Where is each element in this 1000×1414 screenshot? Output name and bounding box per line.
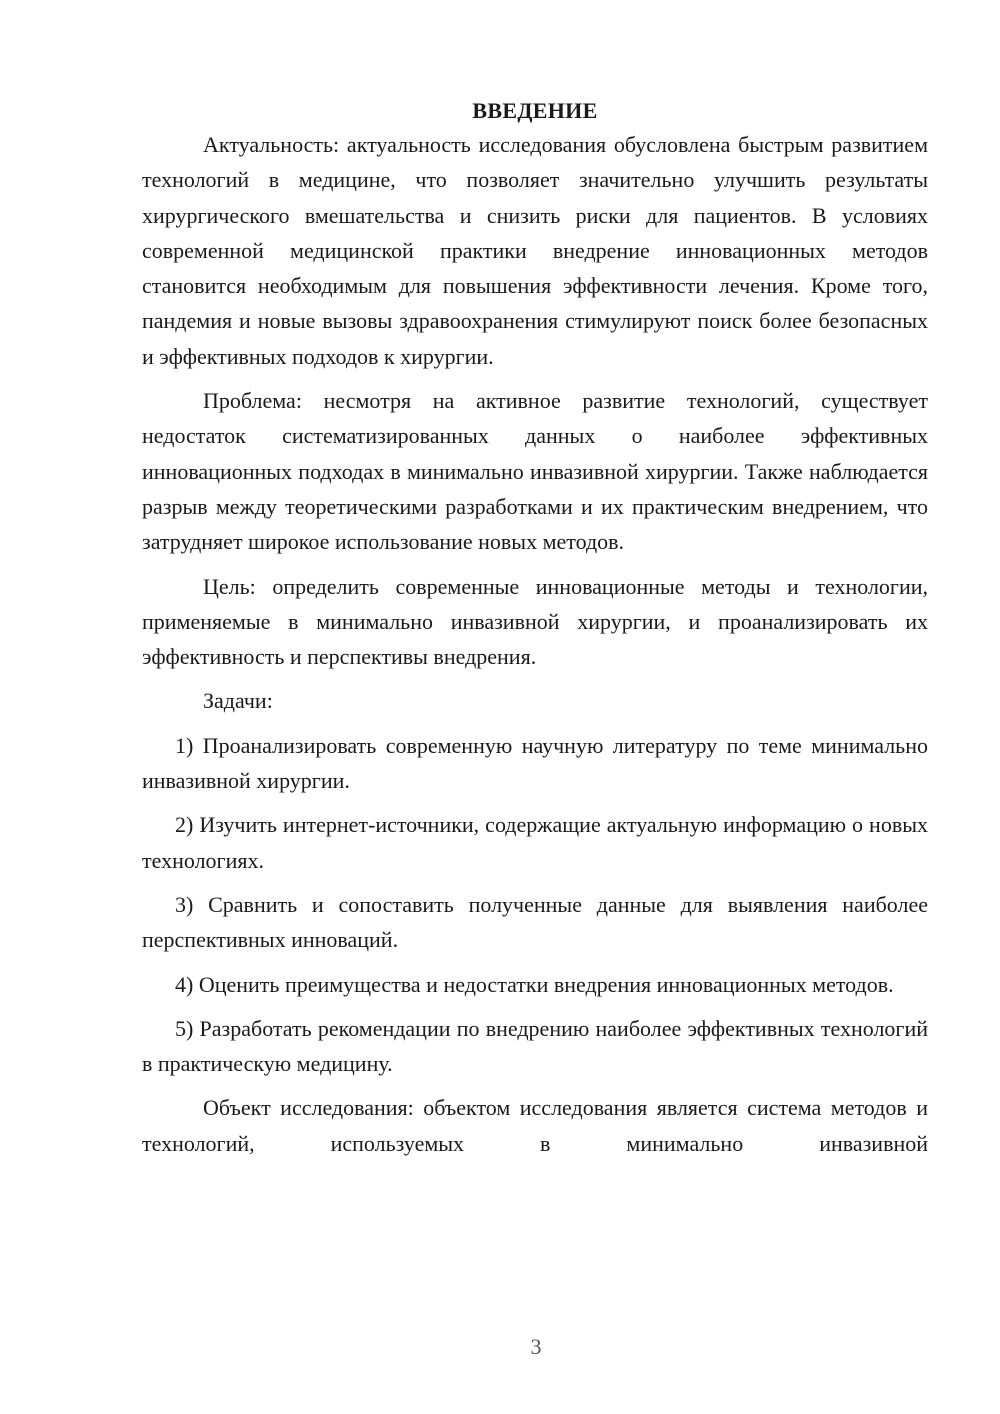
relevance-paragraph: Актуальность: актуальность исследования обусловлена быстрым развитием технологий в медицине, что позволяет значительно улучшить результаты хирургического вмешательства и снизить риски для пациентов. В условиях современной медицинской практики внедрение инновационных методов становится необходимым для повышения эффективности лечения. Кроме того, пандемия и новые вызовы здравоохранения стимулируют поиск более безопасных и эффективных подходов к хирургии.: [142, 132, 928, 369]
tasks-heading: Задачи:: [203, 688, 273, 714]
task-item: 1) Проанализировать современную научную литературу по теме минимально инвазивной хирургии.: [142, 732, 928, 794]
task-item: 4) Оценить преимущества и недостатки внедрения инновационных методов.: [175, 971, 894, 997]
page-number: 3: [530, 1334, 542, 1359]
problem-paragraph: Проблема: несмотря на активное развитие технологий, существует недостаток систематизированных данных о наиболее эффективных инновационных подходах в минимально инвазивной хирургии. Также наблюдается разрыв между теоретическими разработками и их практическим внедрением, что затрудняет широкое использование новых методов.: [142, 388, 928, 555]
task-item: 2) Изучить интернет-источники, содержащие актуальную информацию о новых технологиях.: [142, 812, 928, 873]
task-item: 5) Разработать рекомендации по внедрению наиболее эффективных технологий в практическую медицину.: [142, 1015, 928, 1077]
object-paragraph: Объект исследования: объектом исследования является система методов и технологий, используемых в минимально инвазивной: [142, 1095, 928, 1156]
task-item: 3) Сравнить и сопоставить полученные данные для выявления наиболее перспективных инноваций.: [142, 891, 928, 953]
section-title: ВВЕДЕНИЕ: [472, 98, 598, 123]
goal-paragraph: Цель: определить современные инновационные методы и технологии, применяемые в минимально инвазивной хирургии, и проанализировать их эффективность и перспективы внедрения.: [142, 573, 928, 670]
document-page: [142, 96, 928, 1170]
